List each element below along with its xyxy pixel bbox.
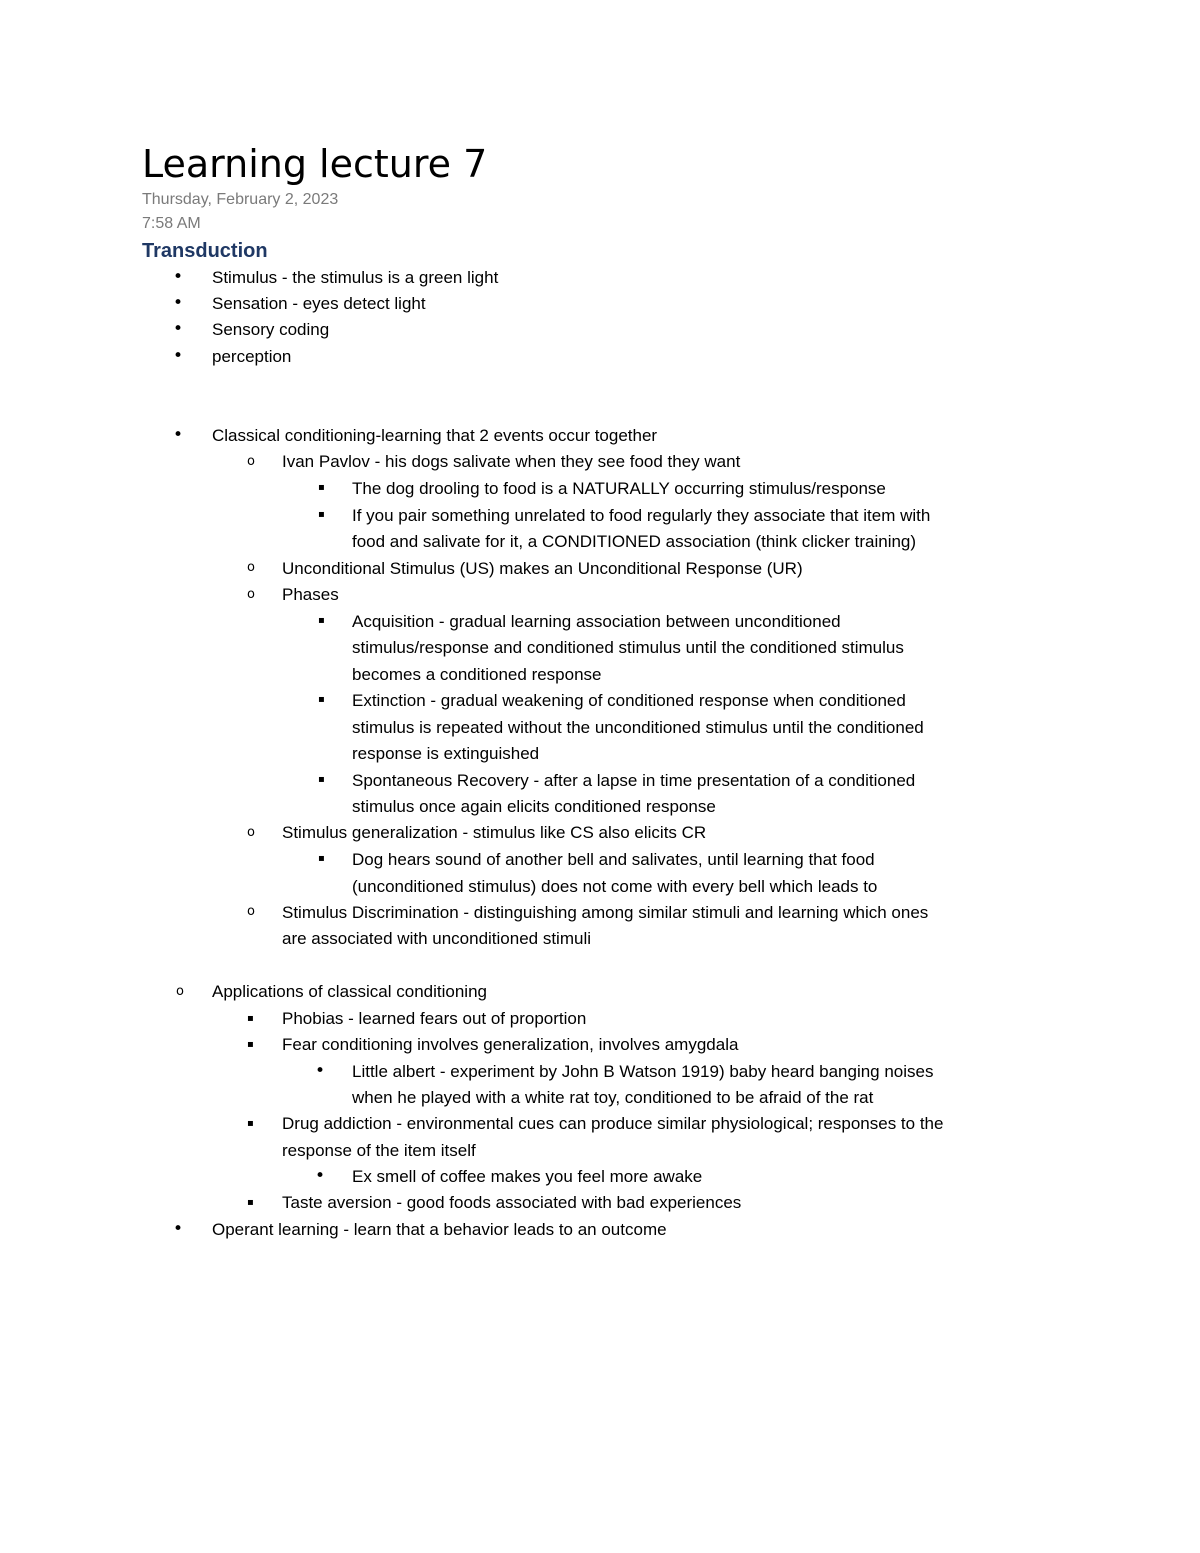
- bullet-disc: •: [173, 293, 184, 313]
- bullet-circle: o: [176, 984, 184, 999]
- list-item: Unconditional Stimulus (US) makes an Unconditional Response (UR): [282, 559, 803, 578]
- bullet-disc: •: [315, 1166, 326, 1186]
- list-item: perception: [212, 347, 292, 366]
- list-item: If you pair something unrelated to food regularly they associate that item with: [352, 506, 931, 525]
- bullet-disc: •: [173, 425, 184, 445]
- list-item: Extinction - gradual weakening of conditioned response when conditioned: [352, 691, 906, 710]
- bullet-square: ▪: [247, 1118, 254, 1129]
- list-item: Drug addiction - environmental cues can produce similar physiological; responses to the: [282, 1114, 944, 1133]
- bullet-square: ▪: [318, 482, 325, 493]
- list-item-continuation: response of the item itself: [282, 1141, 476, 1160]
- list-item-continuation: stimulus/response and conditioned stimulus until the conditioned stimulus: [352, 638, 904, 657]
- list-item: Taste aversion - good foods associated with bad experiences: [282, 1193, 742, 1212]
- bullet-circle: o: [247, 560, 255, 575]
- list-item-continuation: response is extinguished: [352, 744, 540, 763]
- list-item: Ivan Pavlov - his dogs salivate when they see food they want: [282, 452, 741, 471]
- bullet-circle: o: [247, 587, 255, 602]
- list-item-continuation: stimulus once again elicits conditioned response: [352, 797, 716, 816]
- list-item: Spontaneous Recovery - after a lapse in time presentation of a conditioned: [352, 771, 916, 790]
- bullet-disc: •: [173, 346, 184, 366]
- list-item-continuation: food and salivate for it, a CONDITIONED association (think clicker training): [352, 532, 917, 551]
- bullet-square: ▪: [247, 1039, 254, 1050]
- list-item: Phobias - learned fears out of proportion: [282, 1009, 587, 1028]
- page-title: Learning lecture 7: [142, 142, 488, 186]
- list-item: Phases: [282, 585, 339, 604]
- list-item-continuation: when he played with a white rat toy, conditioned to be afraid of the rat: [352, 1088, 874, 1107]
- bullet-disc: •: [173, 319, 184, 339]
- section-heading: Transduction: [142, 240, 268, 262]
- bullet-disc: •: [173, 267, 184, 287]
- list-item: Ex smell of coffee makes you feel more awake: [352, 1167, 703, 1186]
- bullet-circle: o: [247, 825, 255, 840]
- bullet-square: ▪: [318, 615, 325, 626]
- list-item: The dog drooling to food is a NATURALLY occurring stimulus/response: [352, 479, 886, 498]
- bullet-disc: •: [173, 1219, 184, 1239]
- list-item: Sensory coding: [212, 320, 330, 339]
- bullet-square: ▪: [247, 1013, 254, 1024]
- list-item: Applications of classical conditioning: [212, 982, 487, 1001]
- bullet-square: ▪: [247, 1197, 254, 1208]
- list-item: Stimulus Discrimination - distinguishing among similar stimuli and learning which ones: [282, 903, 929, 922]
- list-item-continuation: (unconditioned stimulus) does not come with every bell which leads to: [352, 877, 878, 896]
- bullet-disc: •: [315, 1061, 326, 1081]
- list-item: Stimulus generalization - stimulus like CS also elicits CR: [282, 823, 707, 842]
- note-time: 7:58 AM: [142, 215, 201, 232]
- list-item: Stimulus - the stimulus is a green light: [212, 268, 499, 287]
- list-item: Acquisition - gradual learning association between unconditioned: [352, 612, 841, 631]
- list-item: Dog hears sound of another bell and salivates, until learning that food: [352, 850, 875, 869]
- list-item-continuation: stimulus is repeated without the unconditioned stimulus until the conditioned: [352, 718, 924, 737]
- list-item-continuation: becomes a conditioned response: [352, 665, 602, 684]
- bullet-circle: o: [247, 904, 255, 919]
- bullet-circle: o: [247, 454, 255, 469]
- note-date: Thursday, February 2, 2023: [142, 191, 339, 208]
- bullet-square: ▪: [318, 694, 325, 705]
- bullet-square: ▪: [318, 774, 325, 785]
- list-item: Operant learning - learn that a behavior leads to an outcome: [212, 1220, 667, 1239]
- bullet-square: ▪: [318, 509, 325, 520]
- list-item: Little albert - experiment by John B Watson 1919) baby heard banging noises: [352, 1062, 934, 1081]
- bullet-square: ▪: [318, 853, 325, 864]
- list-item: Sensation - eyes detect light: [212, 294, 426, 313]
- list-item: Fear conditioning involves generalization, involves amygdala: [282, 1035, 739, 1054]
- list-item: Classical conditioning-learning that 2 events occur together: [212, 426, 658, 445]
- list-item-continuation: are associated with unconditioned stimuli: [282, 929, 592, 948]
